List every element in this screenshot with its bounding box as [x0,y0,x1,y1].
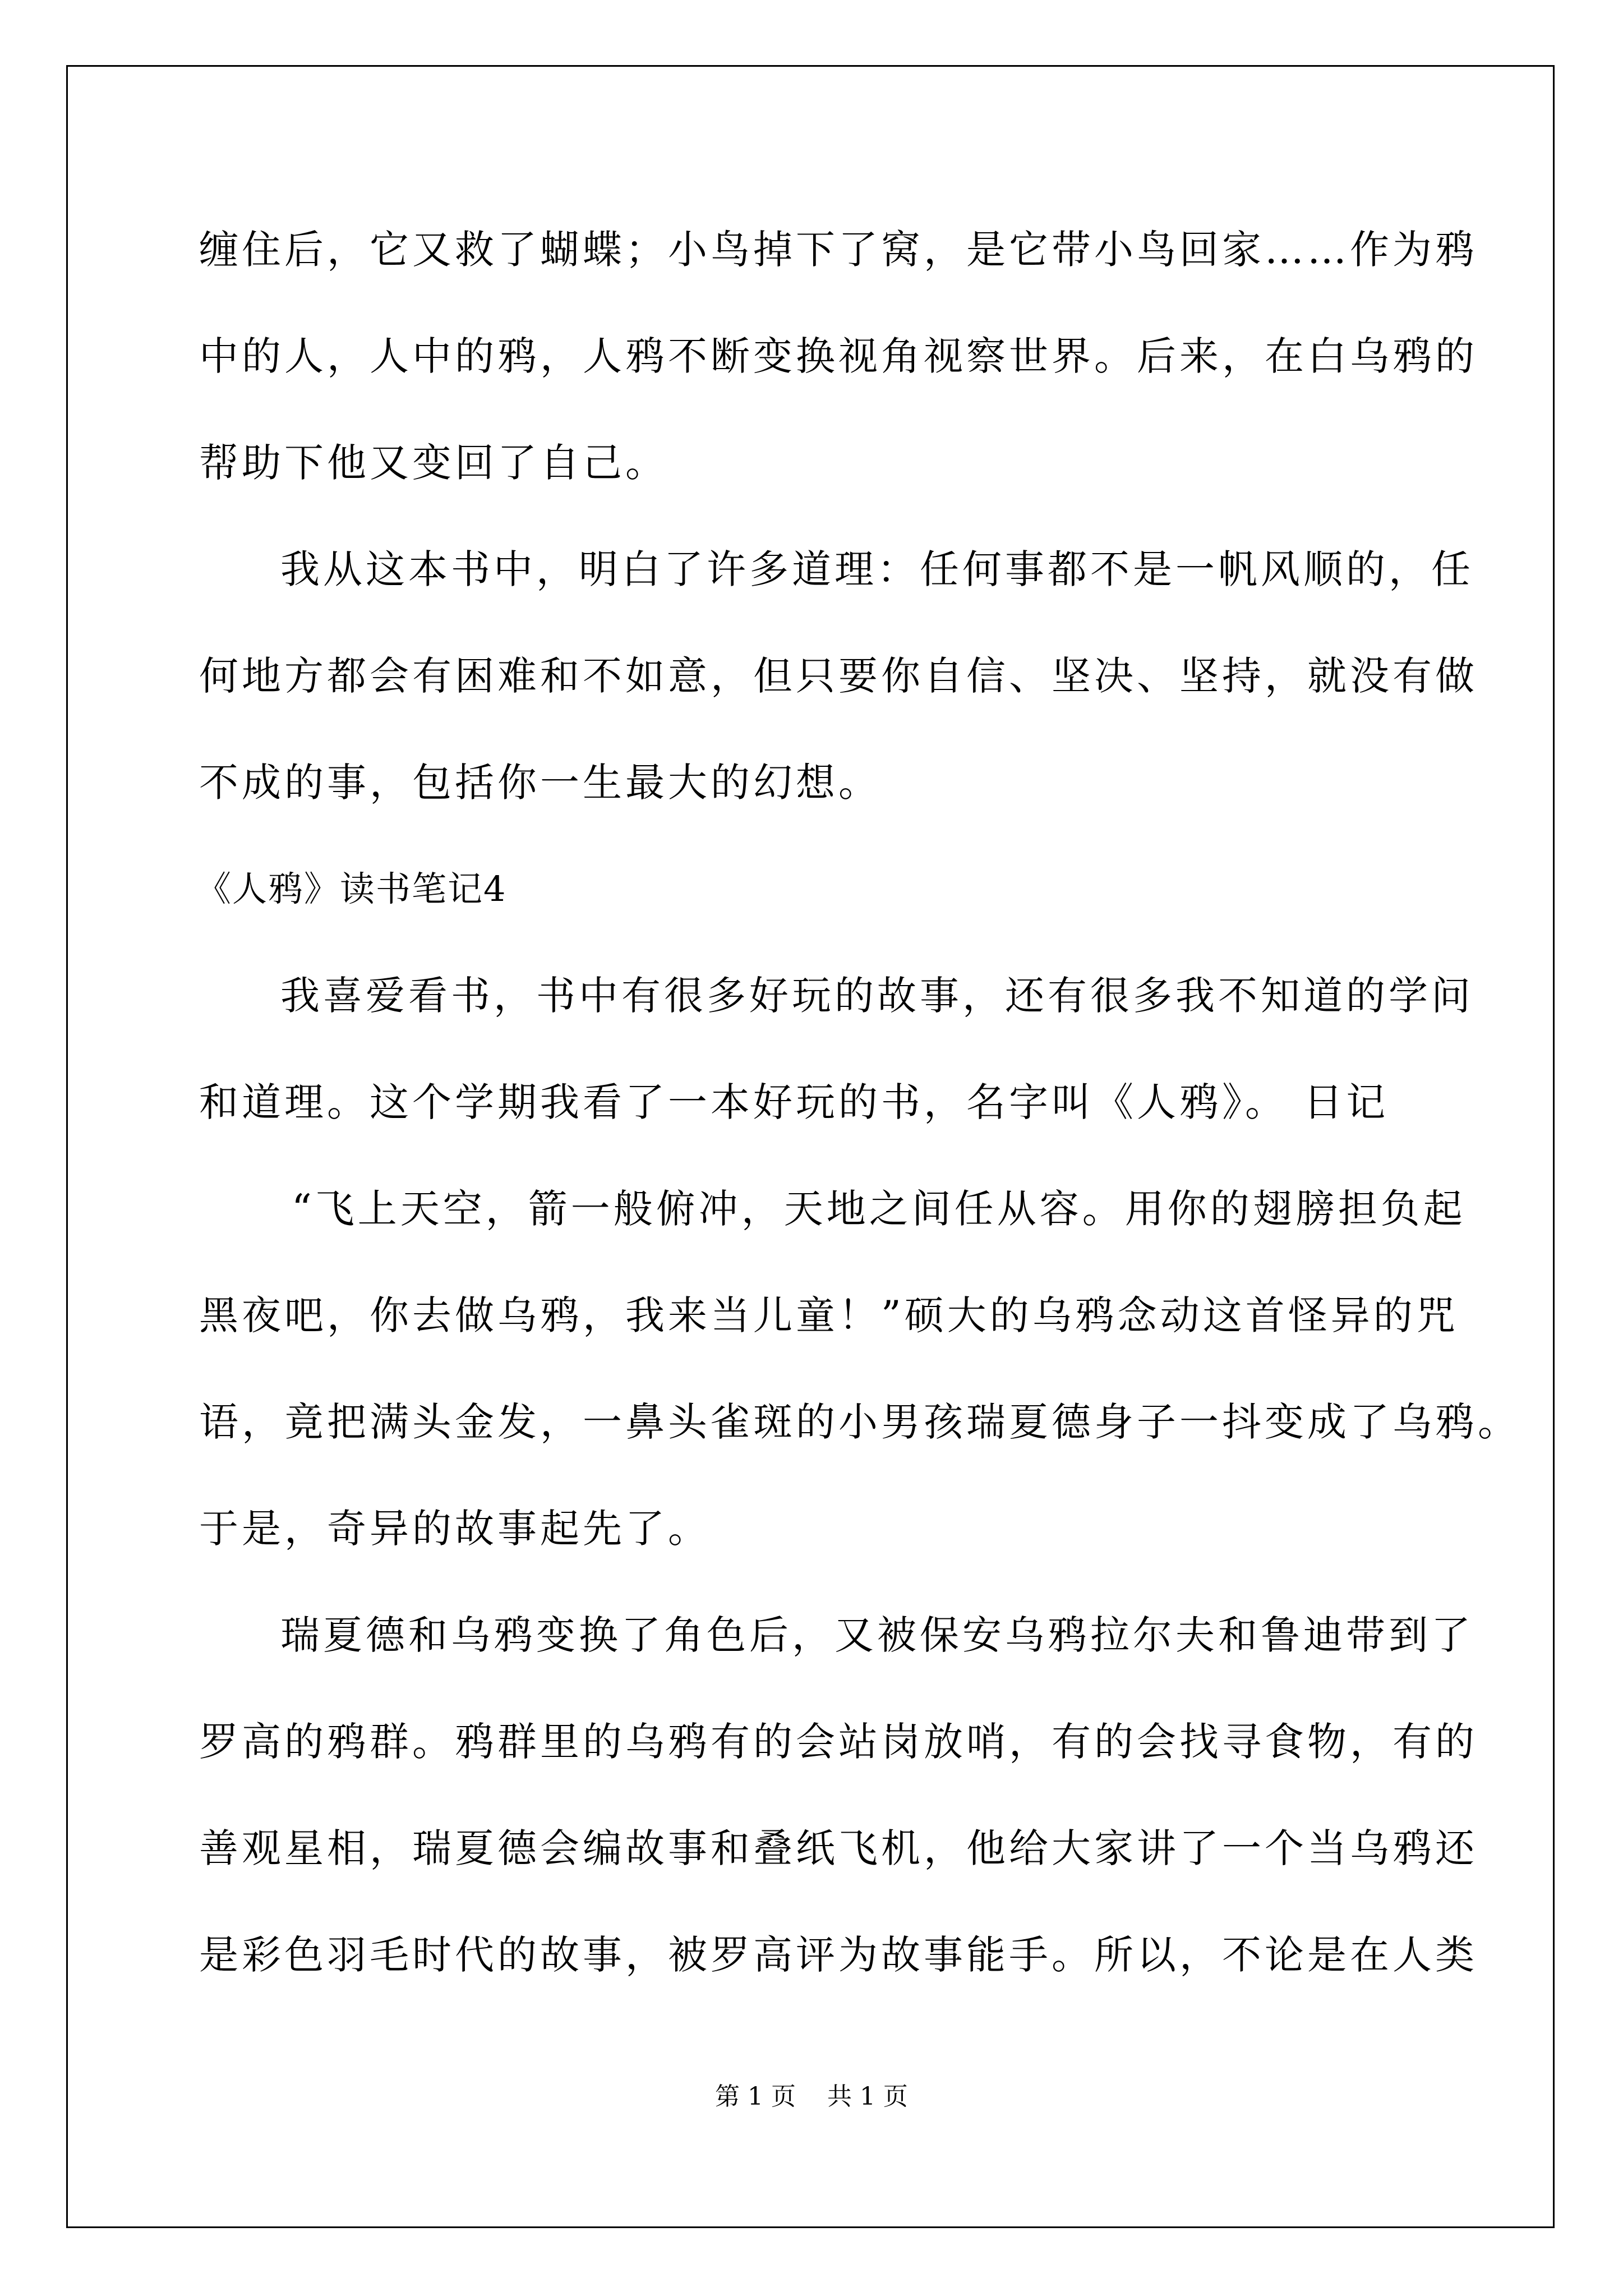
page-border [66,65,1555,2228]
text-line: 于是，奇异的故事起先了。 [199,1506,711,1552]
text-line: 缠住后，它又救了蝴蝶；小鸟掉下了窝，是它带小鸟回家……作为鸦 [199,227,1478,273]
text-line: 是彩色羽毛时代的故事，被罗高评为故事能手。所以，不论是在人类 [199,1932,1478,1978]
text-line: 和道理。这个学期我看了一本好玩的书，名字叫《人鸦》。 日记 [199,1079,1389,1125]
text-line: 帮助下他又变回了自己。 [199,440,668,486]
text-line: 语，竟把满头金发，一鼻头雀斑的小男孩瑞夏德身子一抖变成了乌鸦。 [199,1399,1520,1445]
text-line: 中的人，人中的鸦，人鸦不断变换视角视察世界。后来，在白乌鸦的 [199,333,1478,379]
text-line: 黑夜吧，你去做乌鸦，我来当儿童！”硕大的乌鸦念动这首怪异的咒 [199,1292,1459,1338]
text-line: 何地方都会有困难和不如意，但只要你自信、坚决、坚持，就没有做 [199,653,1478,699]
text-line: 善观星相，瑞夏德会编故事和叠纸飞机，他给大家讲了一个当乌鸦还 [199,1825,1478,1871]
page-footer: 第 1 页 共 1 页 [715,2082,908,2111]
text-line: 不成的事，包括你一生最大的幻想。 [199,760,881,806]
text-line: 瑞夏德和乌鸦变换了角色后，又被保安乌鸦拉尔夫和鲁迪带到了 [280,1612,1474,1658]
text-line: 罗高的鸦群。鸦群里的乌鸦有的会站岗放哨，有的会找寻食物，有的 [199,1719,1478,1765]
text-line: 我从这本书中，明白了许多道理：任何事都不是一帆风顺的，任 [280,546,1474,592]
section-heading: 《人鸦》读书笔记4 [196,868,507,909]
text-line: “飞上天空，箭一般俯冲，天地之间任从容。用你的翅膀担负起 [292,1186,1466,1232]
text-line: 我喜爱看书，书中有很多好玩的故事，还有很多我不知道的学问 [280,973,1474,1019]
